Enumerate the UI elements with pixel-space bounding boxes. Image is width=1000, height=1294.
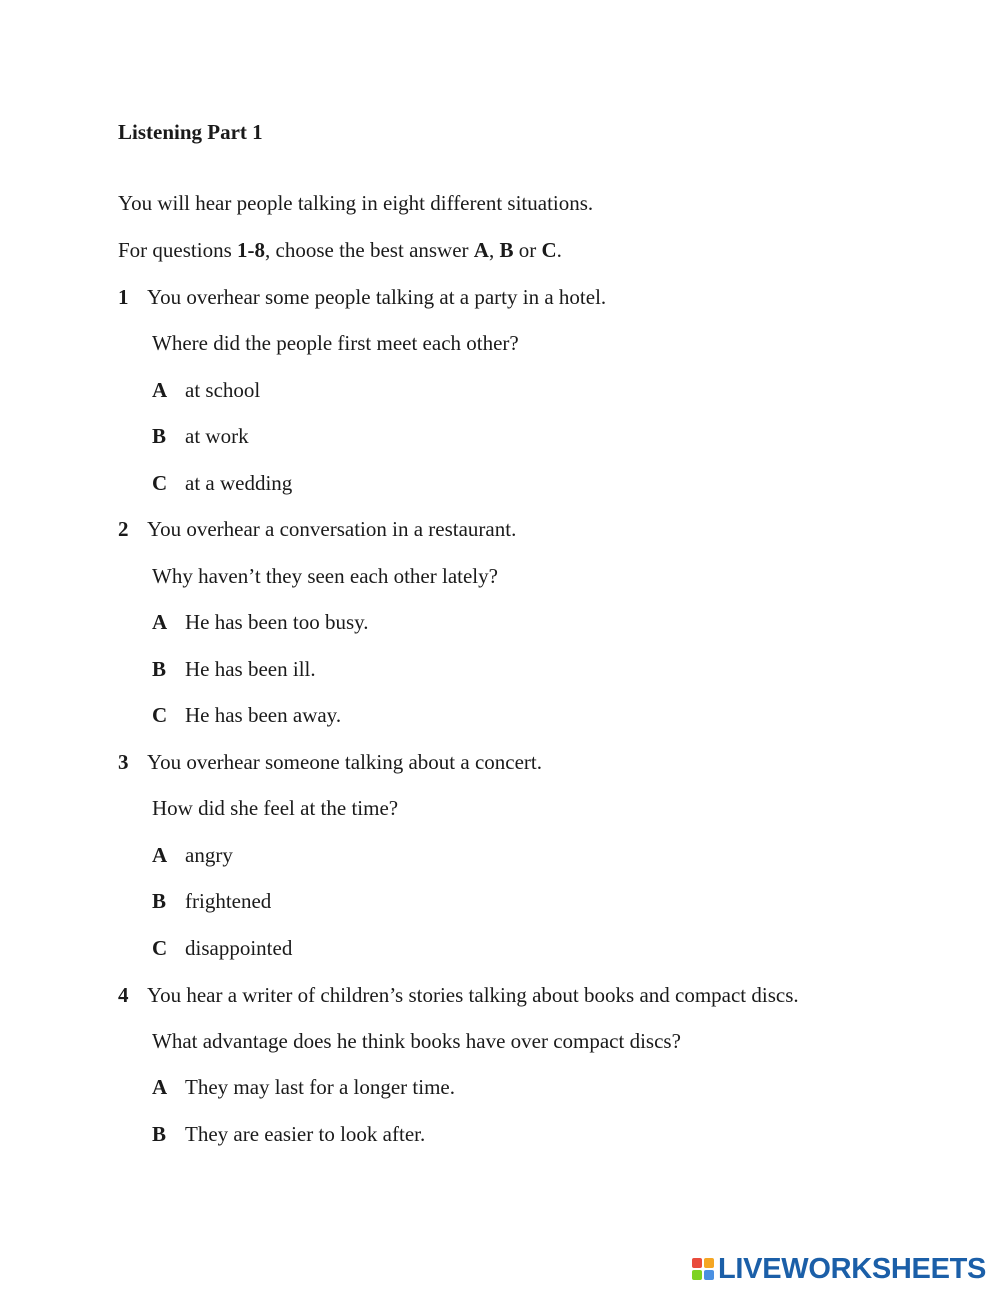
- answer-option[interactable]: [152, 1120, 425, 1148]
- option-letter: C: [152, 936, 168, 960]
- question-prompt: What advantage does he think books have over compact discs?: [152, 1029, 681, 1053]
- question-number: 1: [118, 285, 129, 309]
- option-letter: B: [152, 424, 167, 448]
- option-text: at school: [185, 378, 261, 402]
- question-range: 1-8: [237, 238, 266, 262]
- option-letter: A: [152, 610, 168, 634]
- question-context: [118, 748, 542, 776]
- answer-letter: B: [499, 238, 514, 262]
- answer-option[interactable]: [152, 1073, 455, 1101]
- option-text: He has been ill.: [185, 657, 316, 681]
- logo-square: [704, 1270, 714, 1280]
- option-text: disappointed: [185, 936, 293, 960]
- question-number: 2: [118, 517, 129, 541]
- option-letter: B: [152, 657, 167, 681]
- answer-option[interactable]: [152, 655, 316, 683]
- option-text: They are easier to look after.: [185, 1122, 426, 1146]
- answer-option[interactable]: [152, 701, 341, 729]
- intro-text: You will hear people talking in eight different situations.: [118, 191, 594, 215]
- option-text: at a wedding: [185, 471, 293, 495]
- liveworksheets-logo[interactable]: [692, 1254, 986, 1284]
- option-letter: B: [152, 889, 167, 913]
- answer-option[interactable]: [152, 934, 292, 962]
- question-context: [118, 283, 606, 311]
- logo-mark-icon: [692, 1258, 714, 1280]
- question-prompt: Why haven’t they seen each other lately?: [152, 564, 498, 588]
- logo-square: [692, 1270, 702, 1280]
- answer-letter: A: [473, 238, 489, 262]
- option-letter: A: [152, 843, 168, 867]
- option-letter: C: [152, 471, 168, 495]
- logo-text: LIVEWORKSHEETS: [718, 1253, 987, 1285]
- instructions-text: ,: [488, 238, 500, 262]
- page-title: Listening Part 1: [118, 120, 263, 144]
- answer-option[interactable]: [152, 887, 271, 915]
- option-letter: A: [152, 1075, 168, 1099]
- question-number: 3: [118, 750, 129, 774]
- instructions-text: , choose the best answer: [265, 238, 474, 262]
- answer-option[interactable]: [152, 422, 249, 450]
- question-context-text: You hear a writer of children’s stories talking about books and compact discs.: [147, 983, 799, 1007]
- answer-option[interactable]: [152, 469, 292, 497]
- option-text: at work: [185, 424, 249, 448]
- instructions-line: [118, 236, 562, 264]
- instructions-text: .: [556, 238, 562, 262]
- intro-line: [118, 189, 593, 217]
- logo-square: [704, 1258, 714, 1268]
- logo-square: [692, 1258, 702, 1268]
- answer-letter: C: [541, 238, 557, 262]
- instructions-text: For questions: [118, 238, 238, 262]
- question-context: [118, 981, 799, 1009]
- question-prompt: How did she feel at the time?: [152, 796, 399, 820]
- option-letter: B: [152, 1122, 167, 1146]
- option-text: He has been away.: [185, 703, 342, 727]
- answer-option[interactable]: [152, 608, 369, 636]
- option-letter: C: [152, 703, 168, 727]
- question-context: [118, 515, 516, 543]
- option-letter: A: [152, 378, 168, 402]
- instructions-text: or: [513, 238, 542, 262]
- question-prompt: Where did the people first meet each other?: [152, 331, 519, 355]
- option-text: angry: [185, 843, 233, 867]
- question-context-text: You overhear someone talking about a concert.: [147, 750, 543, 774]
- option-text: frightened: [185, 889, 272, 913]
- question-context-text: You overhear some people talking at a party in a hotel.: [147, 285, 607, 309]
- option-text: They may last for a longer time.: [185, 1075, 455, 1099]
- answer-option[interactable]: [152, 376, 260, 404]
- option-text: He has been too busy.: [185, 610, 369, 634]
- answer-option[interactable]: [152, 841, 233, 869]
- question-context-text: You overhear a conversation in a restaurant.: [147, 517, 517, 541]
- question-number: 4: [118, 983, 129, 1007]
